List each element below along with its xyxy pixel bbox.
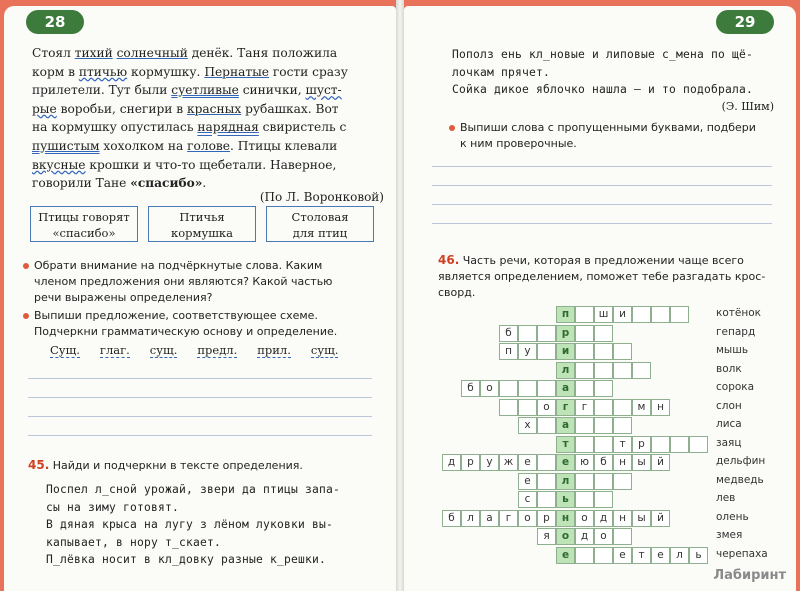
crossword-cell[interactable] bbox=[594, 473, 613, 490]
crossword-cell[interactable]: н bbox=[613, 454, 632, 471]
crossword-cell[interactable] bbox=[537, 343, 556, 360]
crossword-cell[interactable]: о bbox=[575, 510, 594, 527]
crossword-cell[interactable] bbox=[575, 473, 594, 490]
crossword-key-cell[interactable]: л bbox=[556, 473, 575, 490]
crossword-cell[interactable] bbox=[613, 473, 632, 490]
title-option[interactable]: Птичья кормушка bbox=[148, 206, 256, 242]
poem-source: (Э. Шим) bbox=[721, 100, 774, 113]
answer-line[interactable] bbox=[432, 223, 772, 224]
crossword-cell[interactable] bbox=[537, 417, 556, 434]
crossword-cell[interactable] bbox=[537, 473, 556, 490]
crossword-key-cell[interactable]: п bbox=[556, 306, 575, 323]
crossword-cell[interactable]: т bbox=[613, 436, 632, 453]
crossword-cell[interactable]: ь bbox=[689, 547, 708, 564]
crossword-key-cell[interactable]: л bbox=[556, 362, 575, 379]
crossword-answer-word: змея bbox=[716, 529, 743, 541]
answer-line[interactable] bbox=[432, 204, 772, 205]
book-spine bbox=[396, 0, 404, 591]
crossword-cell[interactable]: л bbox=[670, 547, 689, 564]
crossword-cell[interactable]: и bbox=[613, 306, 632, 323]
crossword-key-cell[interactable]: и bbox=[556, 343, 575, 360]
crossword-answer-word: медведь bbox=[716, 473, 764, 486]
crossword-cell[interactable] bbox=[575, 436, 594, 453]
crossword-cell[interactable]: о bbox=[480, 380, 499, 397]
crossword-answer-word: котёнок bbox=[716, 307, 761, 319]
title-option[interactable]: Столовая для птиц bbox=[266, 206, 374, 242]
crossword-cell[interactable] bbox=[613, 362, 632, 379]
crossword-cell[interactable]: а bbox=[480, 510, 499, 527]
crossword-cell[interactable]: т bbox=[632, 547, 651, 564]
answer-line[interactable] bbox=[28, 435, 372, 436]
crossword-cell[interactable]: п bbox=[499, 343, 518, 360]
crossword-cell[interactable]: о bbox=[537, 399, 556, 416]
crossword-cell[interactable] bbox=[670, 436, 689, 453]
crossword-cell[interactable]: н bbox=[613, 510, 632, 527]
crossword-cell[interactable] bbox=[632, 362, 651, 379]
crossword-answer-word: гепард bbox=[716, 325, 756, 338]
crossword-cell[interactable] bbox=[594, 343, 613, 360]
crossword-key-cell[interactable]: е bbox=[556, 547, 575, 564]
answer-line[interactable] bbox=[432, 166, 772, 167]
crossword-cell[interactable] bbox=[575, 325, 594, 342]
crossword-cell[interactable]: г bbox=[499, 510, 518, 527]
crossword-cell[interactable]: д bbox=[442, 454, 461, 471]
left-page bbox=[4, 6, 396, 591]
crossword-cell[interactable] bbox=[518, 380, 537, 397]
crossword-cell[interactable]: ю bbox=[575, 454, 594, 471]
crossword-key-cell[interactable]: г bbox=[556, 399, 575, 416]
crossword-cell[interactable] bbox=[575, 417, 594, 434]
crossword-cell[interactable] bbox=[518, 399, 537, 416]
crossword-cell[interactable] bbox=[499, 380, 518, 397]
crossword-cell[interactable]: б bbox=[499, 325, 518, 342]
crossword-cell[interactable] bbox=[594, 491, 613, 508]
crossword-answer-word: волк bbox=[716, 362, 742, 375]
crossword-cell[interactable]: е bbox=[651, 547, 670, 564]
crossword-cell[interactable]: й bbox=[651, 454, 670, 471]
crossword-cell[interactable]: н bbox=[651, 399, 670, 416]
story-text: Стоял тихий солнечный денёк. Таня положила корм в птичью кормушку. Пернатые гости сразу прилетели. Тут были суетливые синички, шуст- рые воробьи, снегири в красных рубашках. Вот на кормушку опустилась нарядная свиристель с пушистым хохолком на голове. Птицы клевали вкусные крошки и что-то щебетали. Наверное, говорили Тане «спасибо». bbox=[32, 46, 348, 191]
crossword-cell[interactable]: б bbox=[461, 380, 480, 397]
exercise-46-text: 46. Часть речи, которая в предложении чаще всего является определением, поможет тебе разгадать крос- сворд. bbox=[438, 253, 766, 299]
crossword-cell[interactable]: м bbox=[632, 399, 651, 416]
crossword-answer-word: дельфин bbox=[716, 455, 766, 467]
crossword-cell[interactable]: я bbox=[537, 528, 556, 545]
crossword-cell[interactable] bbox=[594, 417, 613, 434]
crossword-cell[interactable] bbox=[575, 380, 594, 397]
crossword-cell[interactable]: д bbox=[594, 510, 613, 527]
crossword-cell[interactable]: о bbox=[518, 510, 537, 527]
crossword-cell[interactable] bbox=[613, 399, 632, 416]
crossword-cell[interactable] bbox=[613, 343, 632, 360]
crossword-answer-word: лиса bbox=[716, 418, 742, 430]
crossword-cell[interactable]: ж bbox=[499, 454, 518, 471]
crossword-cell[interactable]: ы bbox=[632, 510, 651, 527]
answer-line[interactable] bbox=[28, 416, 372, 417]
crossword-cell[interactable] bbox=[537, 380, 556, 397]
crossword-cell[interactable]: г bbox=[575, 399, 594, 416]
crossword-cell[interactable] bbox=[575, 343, 594, 360]
crossword-cell[interactable]: б bbox=[442, 510, 461, 527]
answer-line[interactable] bbox=[28, 397, 372, 398]
crossword-cell[interactable] bbox=[632, 306, 651, 323]
crossword-cell[interactable]: ы bbox=[632, 454, 651, 471]
exercise-45-text: Поспел л_сной урожай, звери да птицы запа- сы на зиму готовят. В дяная крыса на лугу з лёном луковки вы- капывает, в нору т_скает. П_лёвка носит в кл_довку разные к_решки. bbox=[46, 483, 341, 566]
crossword-cell[interactable] bbox=[575, 362, 594, 379]
crossword-cell[interactable] bbox=[594, 325, 613, 342]
crossword-key-cell[interactable]: р bbox=[556, 325, 575, 342]
page-number-right: 29 bbox=[716, 10, 774, 34]
crossword-cell[interactable]: е bbox=[613, 547, 632, 564]
crossword-cell[interactable]: р bbox=[461, 454, 480, 471]
crossword-cell[interactable]: л bbox=[461, 510, 480, 527]
crossword-answer-word: слон bbox=[716, 399, 742, 412]
task-write-sentence: Выпиши предложение, соответствующее схеме. Подчеркни грамматическую основу и определение. bbox=[34, 308, 384, 340]
crossword-key-cell[interactable]: а bbox=[556, 380, 575, 397]
crossword-cell[interactable] bbox=[499, 399, 518, 416]
crossword-cell[interactable]: р bbox=[537, 510, 556, 527]
crossword-cell[interactable] bbox=[575, 547, 594, 564]
crossword-cell[interactable]: у bbox=[518, 343, 537, 360]
crossword-key-cell[interactable]: ь bbox=[556, 491, 575, 508]
task-underlined-words: Обрати внимание на подчёркнутые слова. Каким членом предложения они являются? Какой частью речи выражены определения? bbox=[34, 258, 384, 306]
crossword-cell[interactable]: д bbox=[575, 528, 594, 545]
exercise-45-title: 45. Найди и подчеркни в тексте определения. bbox=[28, 458, 303, 472]
crossword-cell[interactable] bbox=[537, 491, 556, 508]
title-options bbox=[30, 206, 374, 242]
crossword-cell[interactable]: й bbox=[651, 510, 670, 527]
crossword-cell[interactable] bbox=[689, 436, 708, 453]
crossword-cell[interactable] bbox=[651, 306, 670, 323]
crossword-cell[interactable]: у bbox=[480, 454, 499, 471]
crossword-cell[interactable] bbox=[537, 325, 556, 342]
crossword-cell[interactable] bbox=[537, 454, 556, 471]
crossword-cell[interactable] bbox=[594, 362, 613, 379]
crossword-key-cell[interactable]: н bbox=[556, 510, 575, 527]
crossword-cell[interactable]: о bbox=[594, 528, 613, 545]
crossword-key-cell[interactable]: а bbox=[556, 417, 575, 434]
crossword-key-cell[interactable]: т bbox=[556, 436, 575, 453]
title-option[interactable]: Птицы говорят «спасибо» bbox=[30, 206, 138, 242]
poem-text: Пополз ень кл_новые и липовые с_мена по щё- лочкам прячет. Сойка дикое яблочко нашла — и то подобрала. bbox=[452, 48, 754, 96]
crossword-answer-word: олень bbox=[716, 510, 749, 523]
crossword-cell[interactable]: б bbox=[594, 454, 613, 471]
crossword-cell[interactable] bbox=[594, 399, 613, 416]
crossword-cell[interactable] bbox=[575, 306, 594, 323]
crossword-cell[interactable]: е bbox=[518, 454, 537, 471]
crossword-cell[interactable]: ш bbox=[594, 306, 613, 323]
crossword-cell[interactable] bbox=[670, 306, 689, 323]
crossword-answer-word: мышь bbox=[716, 344, 749, 356]
crossword-cell[interactable] bbox=[575, 491, 594, 508]
crossword-cell[interactable] bbox=[594, 547, 613, 564]
crossword-cell[interactable]: с bbox=[518, 491, 537, 508]
page-number-left: 28 bbox=[26, 10, 84, 34]
crossword-answer-word: черепаха bbox=[716, 547, 768, 560]
story-source: (По Л. Воронковой) bbox=[259, 190, 384, 204]
crossword-cell[interactable]: х bbox=[518, 417, 537, 434]
crossword-cell[interactable]: е bbox=[518, 473, 537, 490]
answer-line[interactable] bbox=[28, 378, 372, 379]
sentence-scheme: Сущ. глаг. сущ. предл. прил. сущ. bbox=[50, 343, 339, 357]
crossword-cell[interactable] bbox=[651, 436, 670, 453]
crossword-key-cell[interactable]: е bbox=[556, 454, 575, 471]
answer-line[interactable] bbox=[432, 185, 772, 186]
crossword-cell[interactable] bbox=[613, 417, 632, 434]
crossword-cell[interactable] bbox=[594, 380, 613, 397]
crossword-answer-word: лев bbox=[716, 492, 736, 504]
crossword-cell[interactable] bbox=[613, 528, 632, 545]
crossword-cell[interactable]: р bbox=[632, 436, 651, 453]
crossword-answer-word: сорока bbox=[716, 381, 755, 393]
crossword-key-cell[interactable]: о bbox=[556, 528, 575, 545]
crossword-answer-word: заяц bbox=[716, 436, 742, 449]
labirint-logo: Лабиринт bbox=[713, 568, 786, 583]
crossword-cell[interactable] bbox=[518, 325, 537, 342]
crossword-cell[interactable] bbox=[594, 436, 613, 453]
task-missing-letters: Выпиши слова с пропущенными буквами, подбери к ним проверочные. bbox=[460, 120, 790, 152]
